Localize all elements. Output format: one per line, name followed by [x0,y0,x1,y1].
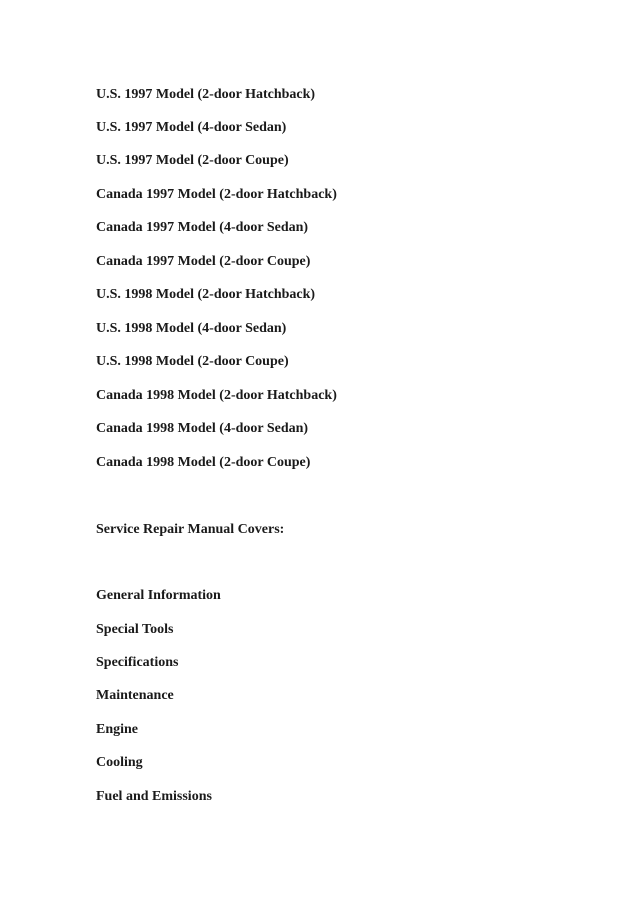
model-line: U.S. 1998 Model (2-door Hatchback) [96,287,316,302]
covers-heading: Service Repair Manual Covers: [96,522,285,537]
model-line: U.S. 1998 Model (4-door Sedan) [96,321,287,336]
model-line: U.S. 1997 Model (4-door Sedan) [96,120,287,135]
model-line: Canada 1997 Model (2-door Hatchback) [96,187,337,202]
model-line: U.S. 1997 Model (2-door Coupe) [96,153,289,168]
section-line: Specifications [96,655,179,670]
model-line: U.S. 1997 Model (2-door Hatchback) [96,87,316,102]
section-line: Special Tools [96,622,174,637]
model-line: Canada 1998 Model (2-door Coupe) [96,455,311,470]
model-line: U.S. 1998 Model (2-door Coupe) [96,354,289,369]
section-line: Maintenance [96,688,174,703]
model-line: Canada 1998 Model (4-door Sedan) [96,421,309,436]
section-line: Engine [96,722,139,737]
section-line: Cooling [96,755,143,770]
section-line: Fuel and Emissions [96,789,212,804]
section-line: General Information [96,588,221,603]
model-line: Canada 1997 Model (4-door Sedan) [96,220,309,235]
model-line: Canada 1998 Model (2-door Hatchback) [96,388,337,403]
model-line: Canada 1997 Model (2-door Coupe) [96,254,311,269]
